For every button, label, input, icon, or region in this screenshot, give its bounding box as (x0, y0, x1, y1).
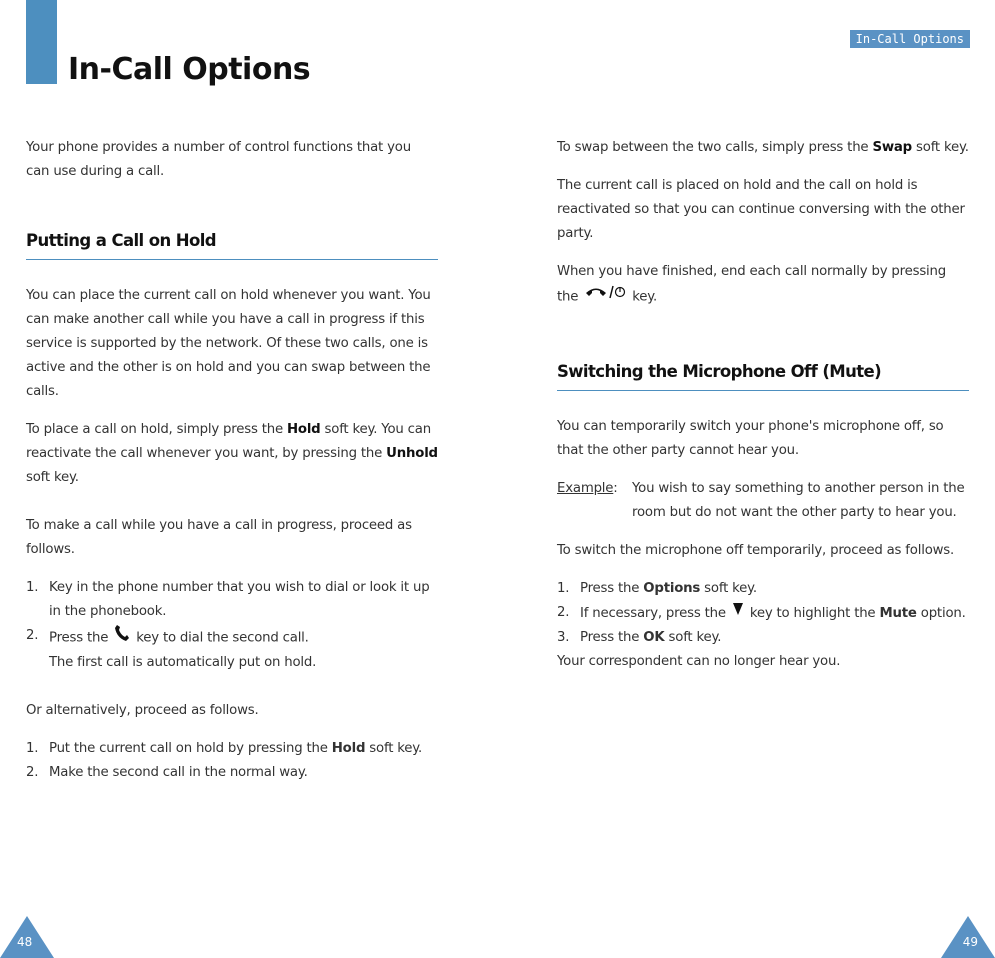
running-head-tag: In-Call Options (850, 30, 970, 48)
intro-paragraph: Your phone provides a number of control functions that you can use during a call. (26, 140, 411, 179)
send-key-icon (114, 624, 130, 651)
list-item: 2. Press the key to dial the second call. The first call is automatically put on hold. (26, 624, 438, 675)
hold-key-label: Hold (286, 422, 321, 437)
list-item: 2. If necessary, press the key to highlight the Mute option. (557, 601, 969, 626)
list-item: 3. Press the OK soft key. (557, 629, 722, 645)
unhold-key-label: Unhold (386, 446, 438, 461)
alternative-intro: Or alternatively, proceed as follows. (26, 703, 259, 718)
down-arrow-key-icon (732, 601, 744, 625)
end-power-key-icon (584, 284, 626, 309)
page-title: In-Call Options (68, 52, 311, 87)
heading-call-on-hold: Putting a Call on Hold (26, 229, 438, 260)
list-item: 1. Key in the phone number that you wish to dial or look it up in the phonebook. (26, 580, 430, 619)
heading-mute: Switching the Microphone Off (Mute) (557, 360, 969, 391)
list-item: 1. Put the current call on hold by pressing the Hold soft key. (26, 741, 423, 756)
left-column (26, 136, 438, 785)
swap-key-label: Swap (872, 140, 912, 155)
swap-paragraph: To swap between the two calls, simply press the Swap soft key. (557, 140, 969, 155)
reactivated-paragraph: The current call is placed on hold and the call on hold is reactivated so that you can continue conversing with the other party. (557, 178, 965, 241)
list-item: 2. Make the second call in the normal way. (26, 765, 308, 780)
hold-instructions-paragraph: To place a call on hold, simply press the Hold soft key. You can reactivate the call whenever you want, by pressing the Unhold soft key. (26, 422, 438, 485)
mute-intro-paragraph: You can temporarily switch your phone's microphone off, so that the other party cannot hear you. (557, 418, 944, 458)
hold-intro-paragraph: You can place the current call on hold whenever you want. You can make another call while you have a call in progress if this service is supported by the network. Of these two calls, one is active and the other is on hold and you can swap between the calls. (26, 288, 431, 399)
list-item: 1. Press the Options soft key. (557, 580, 757, 596)
example-block: Example: You wish to say something to another person in the room but do not want the other party to hear you. (557, 477, 969, 525)
mute-result: Your correspondent can no longer hear you. (557, 653, 841, 669)
example-text: You wish to say something to another person in the room but do not want the other party to hear you. (632, 480, 965, 520)
page-number-right: 49 (962, 935, 978, 949)
second-call-intro: To make a call while you have a call in progress, proceed as follows. (26, 518, 412, 557)
mute-steps-intro: To switch the microphone off temporarily, proceed as follows. (557, 542, 955, 558)
step-note: The first call is automatically put on hold. (49, 655, 317, 670)
example-label: Example (557, 480, 614, 496)
page-number-left: 48 (17, 935, 33, 949)
finished-paragraph: When you have finished, end each call normally by pressing the key. (557, 260, 969, 310)
right-column (557, 136, 969, 674)
title-accent-bar (26, 0, 57, 84)
